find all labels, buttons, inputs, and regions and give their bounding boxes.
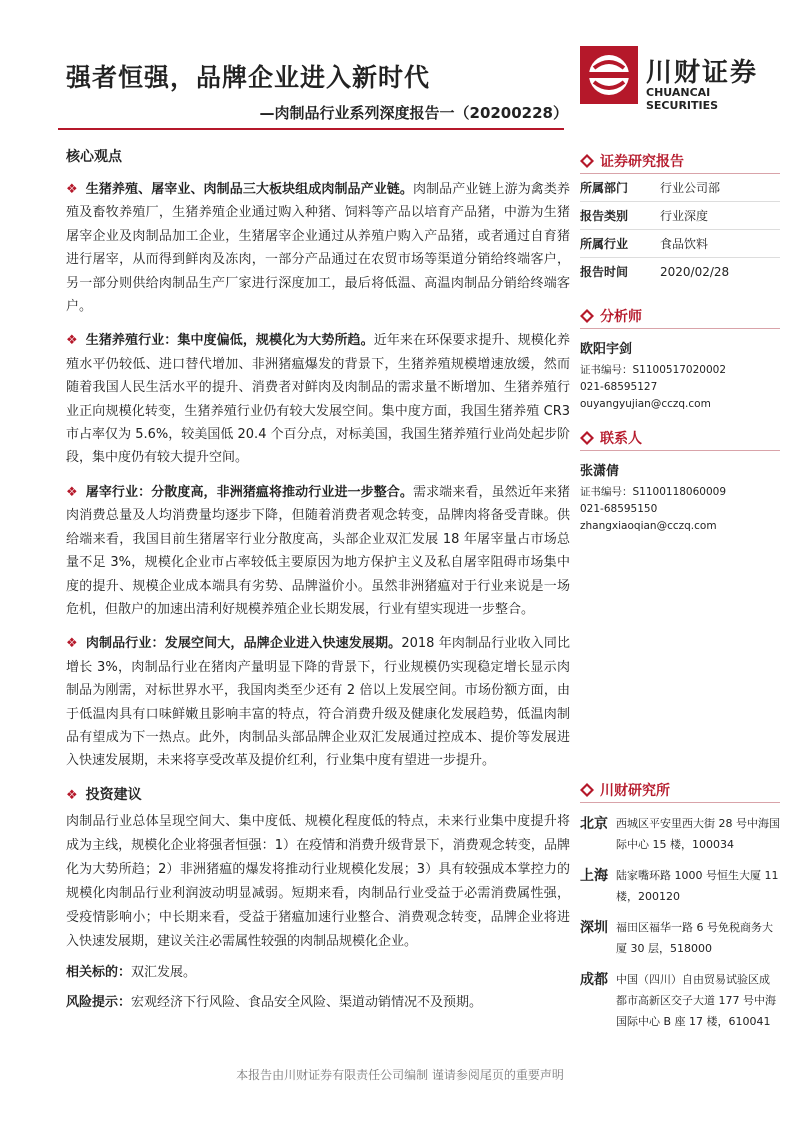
core-point bbox=[66, 178, 570, 318]
report-info-row bbox=[580, 258, 780, 285]
analyst-name: 欧阳宇剑 bbox=[580, 342, 633, 357]
point-body: 肉制品产业链上游为禽类养殖及畜牧养殖厂，生猪养殖企业通过购入种猪、饲料等产品以培育产品猪，中游为生猪屠宰企业及肉制品加工企业，生猪屠宰企业通过从养殖户购入产品猪，或者通过自育猪进行屠宰，从而得到鲜肉及冻肉，一部分产品通过在农贸市场等渠道分销给终端客户，另一部分则供给肉制品生产厂家进行深度加工，最后将低温、高温肉制品分销给终端客户。 bbox=[66, 182, 570, 315]
analyst-cert: 证书编号：S1100517020002 bbox=[580, 364, 727, 376]
company-logo bbox=[580, 46, 770, 112]
office-addr: 中国（四川）自由贸易试验区成都市高新区交子大道 177 号中海国际中心 B 座 17 楼，610041 bbox=[616, 973, 776, 1028]
analyst-card bbox=[580, 341, 780, 413]
contact-cert: 证书编号：S1100118060009 bbox=[580, 486, 727, 498]
contact-email[interactable]: zhangxiaoqian@cczq.com bbox=[580, 520, 717, 532]
institute-heading: 川财研究所 bbox=[580, 779, 780, 803]
risk-value: 宏观经济下行风险、食品安全风险、渠道动销情况不及预期。 bbox=[131, 994, 483, 1010]
info-key: 报告时间 bbox=[580, 265, 629, 279]
office-city: 成都 bbox=[580, 972, 608, 988]
report-info-row bbox=[580, 202, 780, 230]
logo-name-en: CHUANCAI SECURITIES bbox=[646, 86, 719, 112]
diamond-bullet-icon: ❖ bbox=[66, 636, 78, 652]
red-diamond-icon bbox=[580, 309, 594, 323]
contact-name: 张潇倩 bbox=[580, 464, 620, 479]
investment-body: 肉制品行业总体呈现空间大、集中度低、规模化程度低的特点，未来行业集中度提升将成为主线，规模化企业将强者恒强：1）在疫情和消费升级背景下，消费观念转变，品牌化为大势所趋；2）非洲猪瘟的爆发将推动行业规模化发展；3）具有较强成本掌控力的规模化肉制品行业利润波动明显减弱。短期来看，肉制品行业受益于必需消费属性强，受疫情影响小；中长期来看，受益于猪瘟加速行业整合、消费观念转变，品牌企业将进入快速发展期，建议关注必需属性较强的肉制品规模化企业。 bbox=[66, 813, 570, 949]
office-address bbox=[580, 917, 780, 959]
logo-name-cn: 川财证券 bbox=[646, 58, 759, 88]
investment-heading: ❖ 投资建议 bbox=[66, 786, 142, 803]
risk-label: 风险提示： bbox=[66, 994, 132, 1010]
main-content bbox=[66, 142, 570, 1022]
point-body: 2018 年肉制品行业收入同比增长 3%，肉制品行业在猪肉产量明显下降的背景下，行业规模仍实现稳定增长显示肉制品为刚需，对标世界水平，我国肉类至少还有 2 倍以上发展空间。市场份额方面，由于低温肉具有口味鲜嫩且影响丰富的特点，符合消费升级及健康化发展趋势，低温肉制品有望成为下一热点。此外，肉制品头部品牌企业双汇发展通过控成本、提价等发展进入快速发展期，未来将享受改革及提价红利，行业集中度有望进一步提升。 bbox=[66, 636, 571, 769]
office-city: 北京 bbox=[580, 816, 608, 832]
risk-warning bbox=[66, 992, 570, 1014]
contact-phone: 021-68595150 bbox=[580, 503, 658, 515]
analyst-email[interactable]: ouyangyujian@cczq.com bbox=[580, 398, 711, 410]
related-label: 相关标的： bbox=[66, 964, 132, 980]
page-subtitle: —肉制品行业系列深度报告一（20200228） bbox=[259, 104, 568, 122]
info-value: 2020/02/28 bbox=[660, 265, 730, 279]
point-lead: 屠宰行业：分散度高，非洲猪瘟将推动行业进一步整合。 bbox=[85, 484, 413, 500]
office-address bbox=[580, 969, 780, 1032]
point-lead: 生猪养殖、屠宰业、肉制品三大板块组成肉制品产业链。 bbox=[85, 182, 413, 197]
report-info-row bbox=[580, 230, 780, 258]
analyst-phone: 021-68595127 bbox=[580, 381, 658, 393]
page-title: 强者恒强，品牌企业进入新时代 bbox=[66, 63, 431, 92]
point-lead: 生猪养殖行业：集中度偏低，规模化为大势所趋。 bbox=[85, 333, 374, 349]
info-value: 食品饮料 bbox=[660, 237, 709, 251]
red-diamond-icon bbox=[580, 154, 594, 168]
diamond-bullet-icon: ❖ bbox=[66, 182, 78, 197]
title-rule bbox=[58, 128, 564, 130]
sidebar bbox=[580, 150, 780, 1032]
core-point bbox=[66, 632, 570, 772]
diamond-bullet-icon: ❖ bbox=[66, 333, 78, 349]
info-value: 行业公司部 bbox=[660, 181, 721, 195]
info-key: 报告类别 bbox=[580, 209, 629, 223]
core-point bbox=[66, 329, 570, 469]
contact-card bbox=[580, 463, 780, 535]
office-addr: 西城区平安里西大街 28 号中海国际中心 15 楼，100034 bbox=[616, 817, 780, 851]
diamond-bullet-icon: ❖ bbox=[66, 787, 78, 803]
related-value: 双汇发展。 bbox=[131, 964, 197, 980]
logo-mark-icon bbox=[580, 46, 638, 104]
office-addr: 陆家嘴环路 1000 号恒生大厦 11 楼，200120 bbox=[616, 869, 779, 903]
report-info-row bbox=[580, 174, 780, 202]
contact-heading: 联系人 bbox=[580, 427, 780, 451]
office-address bbox=[580, 813, 780, 855]
point-body: 近年来在环保要求提升、规模化养殖水平仍较低、进口替代增加、非洲猪瘟爆发的背景下，生猪养殖规模增速放缓，然而随着我国人民生活水平的提升、消费者对鲜肉及肉制品的需求量不断增加、生猪养殖行业正向规模化转变，生猪养殖行业仍有较大发展空间。集中度方面，我国生猪养殖 CR3 市占率仅为 5.6%，较美国低 20.4 个百分点，对标美国，我国生猪养殖行业尚处起步阶段，集中度仍有较大提升空间。 bbox=[66, 333, 570, 466]
core-point bbox=[66, 481, 570, 621]
report-heading: 证券研究报告 bbox=[580, 150, 780, 174]
analyst-heading: 分析师 bbox=[580, 305, 780, 329]
red-diamond-icon bbox=[580, 783, 594, 797]
office-city: 上海 bbox=[580, 868, 608, 884]
core-heading: 核心观点 bbox=[66, 149, 122, 165]
diamond-bullet-icon: ❖ bbox=[66, 484, 78, 500]
page-footer: 本报告由川财证券有限责任公司编制 谨请参阅尾页的重要声明 bbox=[236, 1068, 564, 1082]
office-address bbox=[580, 865, 780, 907]
info-value: 行业深度 bbox=[660, 209, 709, 223]
related-targets bbox=[66, 962, 570, 984]
office-city: 深圳 bbox=[580, 920, 608, 936]
red-diamond-icon bbox=[580, 431, 594, 445]
point-body: 需求端来看，虽然近年来猪肉消费总量及人均消费量均逐步下降，但随着消费者观念转变，品牌肉将备受青睐。供给端来看，我国目前生猪屠宰行业分散度高，头部企业双汇发展 18 年屠宰量占市场总量不足 3%，规模化企业市占率较低主要原因为地方保护主义及私自屠宰阻碍市场集中度的提升、规模企业成本端具有劣势、品牌溢价小。虽然非洲猪瘟对于行业来说是一场危机，但散户的加速出清利好规模养殖企业长期发展，行业有望实现进一步整合。 bbox=[66, 484, 570, 617]
office-addr: 福田区福华一路 6 号免税商务大厦 30 层，518000 bbox=[616, 921, 773, 955]
point-lead: 肉制品行业：发展空间大，品牌企业进入快速发展期。 bbox=[85, 636, 402, 652]
info-key: 所属行业 bbox=[580, 237, 629, 251]
info-key: 所属部门 bbox=[580, 181, 629, 195]
